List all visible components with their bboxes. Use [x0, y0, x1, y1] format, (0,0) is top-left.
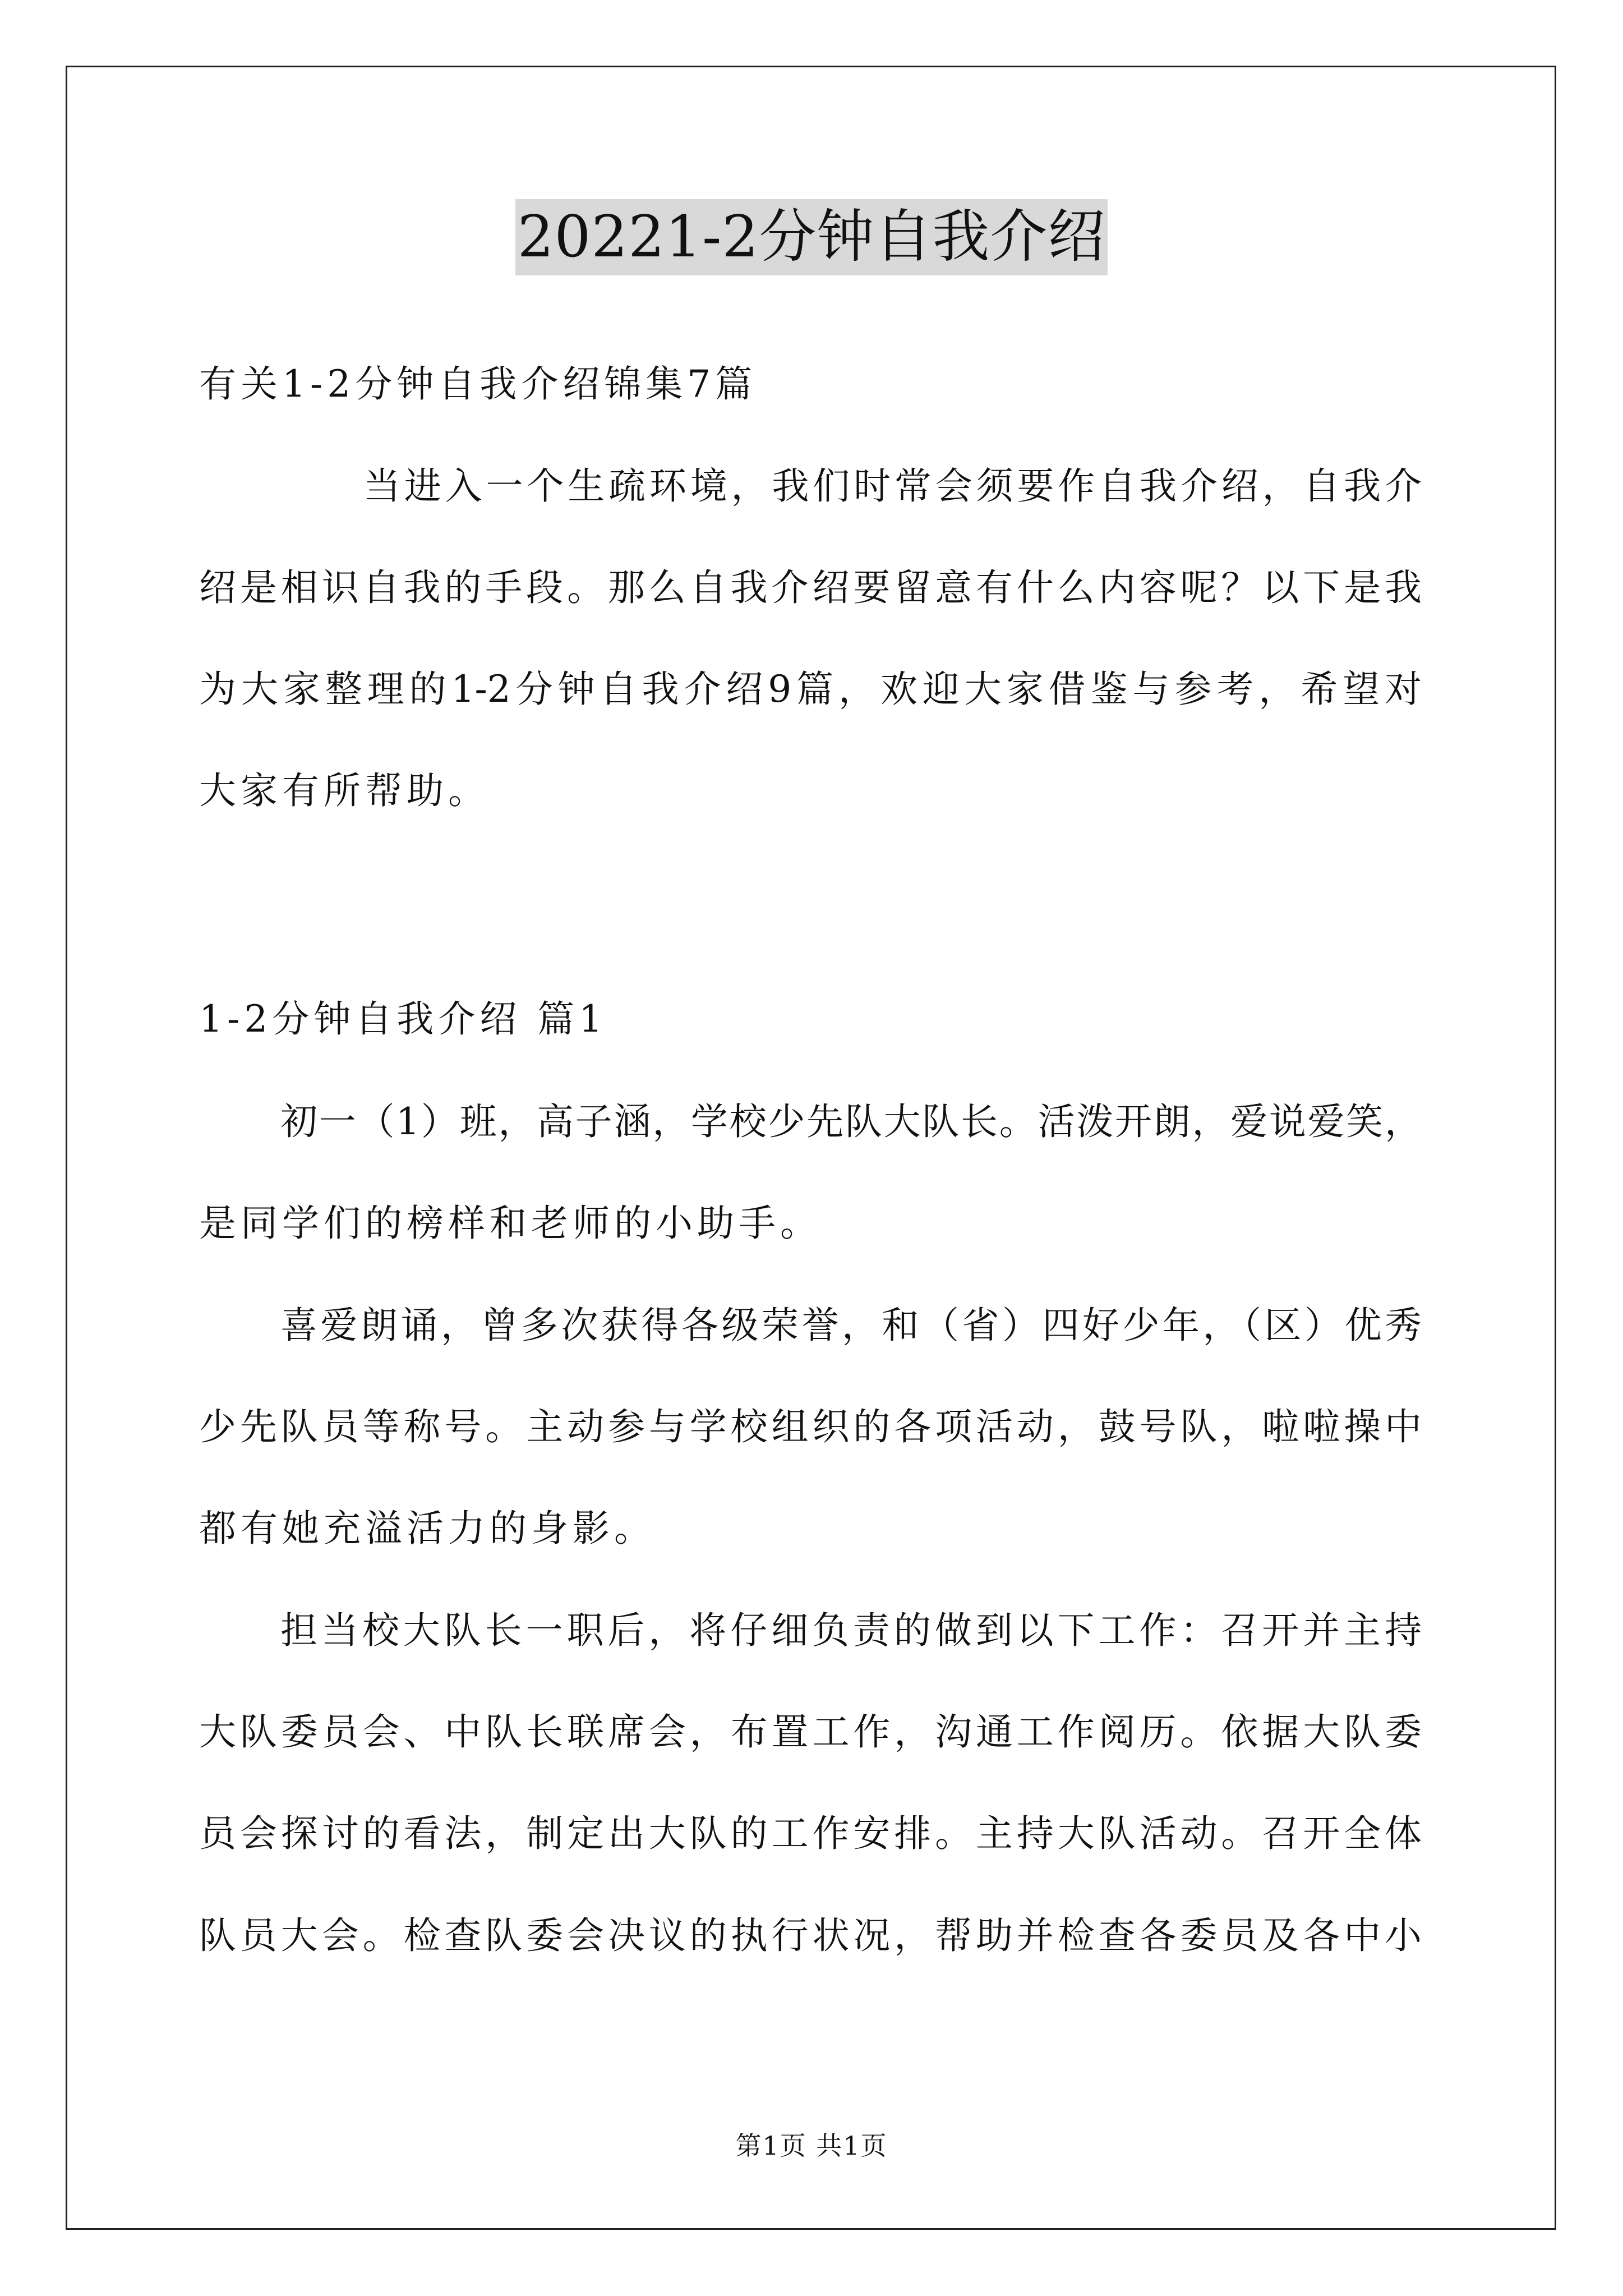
body-line-3: 喜爱朗诵，曾多次获得各级荣誉，和（省）四好少年，（区）优秀 [280, 1304, 1422, 1347]
intro-line-4: 大家有所帮助。 [199, 769, 490, 812]
title-container [0, 199, 1623, 275]
body-line-4: 少先队员等称号。主动参与学校组织的各项活动，鼓号队，啦啦操中 [199, 1405, 1422, 1448]
body-line-8: 员会探讨的看法，制定出大队的工作安排。主持大队活动。召开全体 [199, 1812, 1422, 1855]
body-line-2: 是同学们的榜样和老师的小助手。 [199, 1202, 822, 1245]
body-line-1: 初一（1）班，高子涵，学校少先队大队长。活泼开朗，爱说爱笑， [280, 1100, 1422, 1143]
page-footer: 第1页 共1页 [735, 2131, 888, 2161]
intro-line-1: 当进入一个生疏环境，我们时常会须要作自我介绍，自我介 [363, 464, 1422, 508]
document-subtitle: 有关1-2分钟自我介绍锦集7篇 [199, 362, 757, 406]
body-line-9: 队员大会。检查队委会决议的执行状况，帮助并检查各委员及各中小 [199, 1914, 1422, 1957]
body-line-6: 担当校大队长一职后，将仔细负责的做到以下工作：召开并主持 [280, 1609, 1422, 1652]
intro-line-3: 为大家整理的1-2分钟自我介绍9篇，欢迎大家借鉴与参考，希望对 [199, 668, 1422, 711]
body-line-7: 大队委员会、中队长联席会，布置工作，沟通工作阅历。依据大队委 [199, 1710, 1422, 1754]
body-line-5: 都有她充溢活力的身影。 [199, 1507, 656, 1550]
section-heading: 1-2分钟自我介绍 篇1 [199, 997, 607, 1041]
intro-line-2: 绍是相识自我的手段。那么自我介绍要留意有什么内容呢？以下是我 [199, 566, 1422, 609]
document-title: 20221-2分钟自我介绍 [515, 199, 1108, 275]
